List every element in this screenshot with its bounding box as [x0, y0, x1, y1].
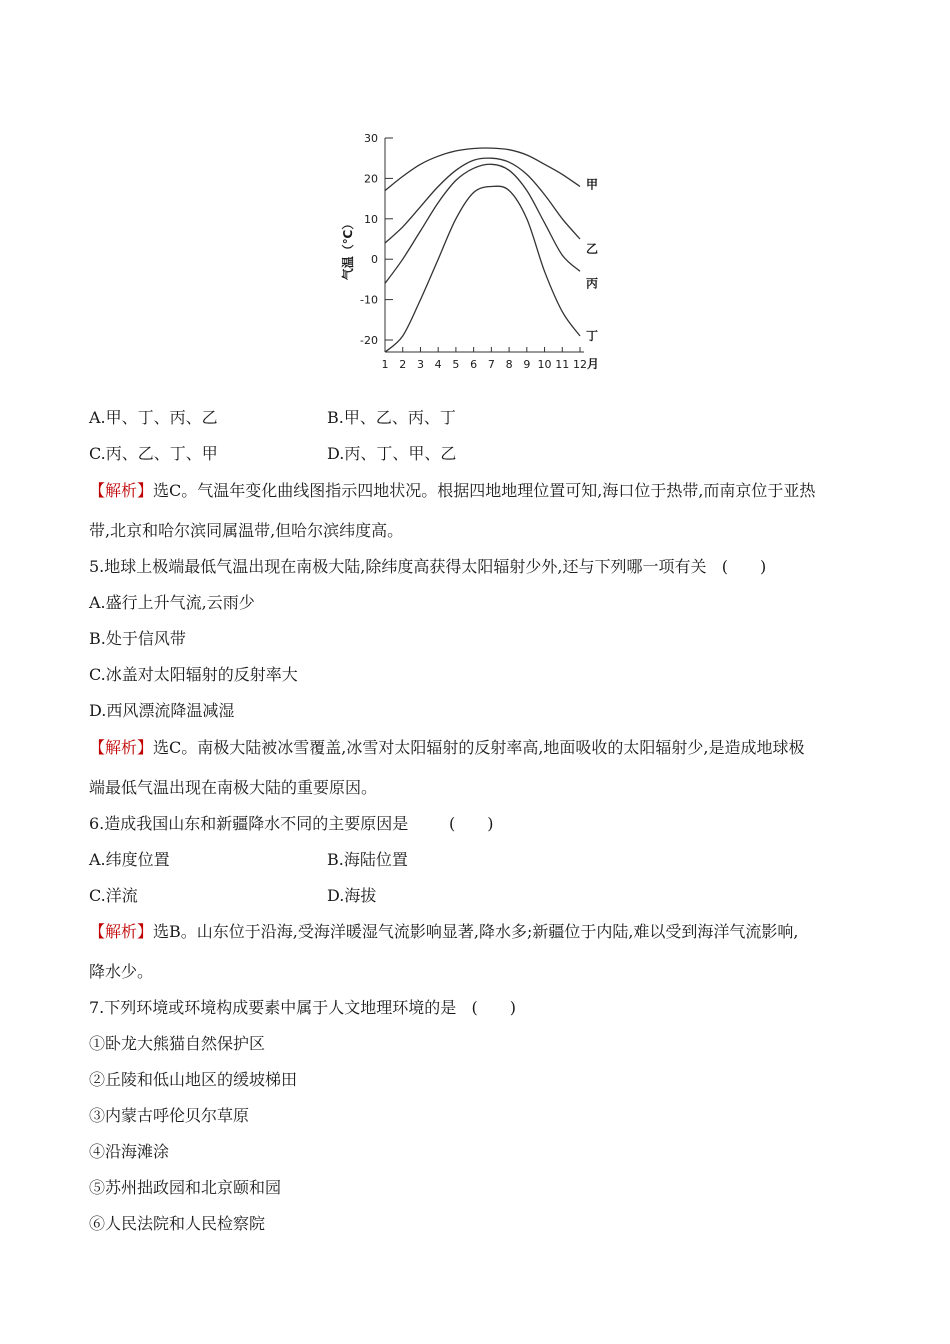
analysis-tag: 【解析】 — [89, 481, 154, 500]
x-tick-label: 12 — [573, 358, 587, 371]
q7-answer-bracket: ( ) — [471, 998, 517, 1017]
q7-stem-line — [89, 998, 516, 1018]
q6-stem-line — [89, 814, 493, 834]
x-tick-label: 6 — [470, 358, 478, 371]
series-label-2: 乙 — [586, 242, 599, 256]
y-tick-label: 30 — [364, 132, 378, 145]
q5-option-b: B.处于信风带 — [89, 629, 186, 648]
analysis-tag: 【解析】 — [89, 738, 154, 757]
x-tick-label: 8 — [505, 358, 513, 371]
q7-stem: 7.下列环境或环境构成要素中属于人文地理环境的是 — [89, 998, 457, 1017]
q7-item-4: ④沿海滩涂 — [89, 1142, 170, 1161]
q5-answer-bracket: ( ) — [721, 557, 767, 576]
q7-item-2: ②丘陵和低山地区的缓坡梯田 — [89, 1070, 298, 1089]
y-tick-label: 20 — [364, 172, 378, 186]
y-tick-label: 0 — [371, 253, 378, 267]
q7-item-5: ⑤苏州拙政园和北京颐和园 — [89, 1178, 282, 1197]
q4-option-a: A.甲、丁、丙、乙 — [89, 408, 218, 427]
series-label-1: 甲 — [586, 177, 599, 192]
analysis-tag: 【解析】 — [89, 922, 154, 941]
q6-analysis-text1: 选B。山东位于沿海,受海洋暖湿气流影响显著,降水多;新疆位于内陆,难以受到海洋气流影响, — [153, 922, 799, 941]
x-tick-label: 1 — [381, 358, 389, 371]
x-tick-label: 2 — [399, 358, 407, 371]
q7-item-3: ③内蒙古呼伦贝尔草原 — [89, 1106, 250, 1125]
q6-analysis-line2: 降水少。 — [89, 962, 154, 981]
q6-option-d: D.海拔 — [327, 886, 377, 905]
q6-option-c: C.洋流 — [89, 886, 138, 905]
q6-analysis-line1 — [89, 922, 799, 942]
y-tick-label: 10 — [364, 212, 378, 226]
q4-option-b: B.甲、乙、丙、丁 — [327, 408, 456, 427]
q6-option-a: A.纬度位置 — [89, 850, 170, 869]
x-tick-label: 9 — [523, 358, 531, 371]
q7-item-6: ⑥人民法院和人民检察院 — [89, 1214, 266, 1233]
x-axis-unit: 月 — [586, 357, 600, 371]
q5-option-c: C.冰盖对太阳辐射的反射率大 — [89, 665, 298, 684]
series-line-3 — [385, 164, 580, 283]
x-tick-label: 7 — [487, 358, 495, 371]
x-tick-label: 4 — [434, 358, 442, 371]
q7-item-1: ①卧龙大熊猫自然保护区 — [89, 1034, 266, 1053]
series-line-2 — [385, 158, 580, 243]
q6-answer-bracket: ( ) — [448, 814, 494, 833]
q6-stem: 6.造成我国山东和新疆降水不同的主要原因是 — [89, 814, 409, 833]
q5-option-a: A.盛行上升气流,云雨少 — [89, 593, 255, 612]
q5-analysis-line1 — [89, 738, 805, 758]
q4-analysis-text1: 选C。气温年变化曲线图指示四地状况。根据四地地理位置可知,海口位于热带,而南京位于亚热 — [153, 481, 816, 500]
series-label-4: 丁 — [586, 328, 599, 343]
x-tick-label: 5 — [452, 358, 460, 371]
series-line-1 — [385, 148, 580, 190]
q5-analysis-text1: 选C。南极大陆被冰雪覆盖,冰雪对太阳辐射的反射率高,地面吸收的太阳辐射少,是造成地球极 — [153, 738, 805, 757]
x-tick-label: 3 — [416, 358, 424, 371]
x-tick-label: 10 — [537, 358, 552, 371]
x-tick-label: 11 — [555, 358, 570, 371]
q4-option-c: C.丙、乙、丁、甲 — [89, 444, 218, 463]
chart-series — [385, 148, 580, 352]
y-tick-label: -20 — [360, 334, 378, 347]
q4-analysis-line2: 带,北京和哈尔滨同属温带,但哈尔滨纬度高。 — [89, 521, 404, 540]
q6-option-b: B.海陆位置 — [327, 850, 408, 869]
y-axis-label: 气温（℃） — [341, 217, 355, 281]
chart-labels — [340, 177, 599, 371]
chart-svg — [330, 120, 630, 380]
q5-stem: 5.地球上极端最低气温出现在南极大陆,除纬度高获得太阳辐射少外,还与下列哪一项有关 — [89, 557, 707, 576]
series-line-4 — [385, 186, 580, 352]
q5-analysis-line2: 端最低气温出现在南极大陆的重要原因。 — [89, 778, 378, 797]
q5-stem-line — [89, 557, 766, 577]
q5-option-d: D.西风漂流降温减湿 — [89, 701, 235, 720]
q4-analysis-line1 — [89, 481, 815, 501]
series-label-3: 丙 — [586, 276, 599, 291]
q4-option-d: D.丙、丁、甲、乙 — [327, 444, 457, 463]
y-tick-label: -10 — [360, 293, 378, 307]
temperature-chart — [330, 120, 630, 380]
